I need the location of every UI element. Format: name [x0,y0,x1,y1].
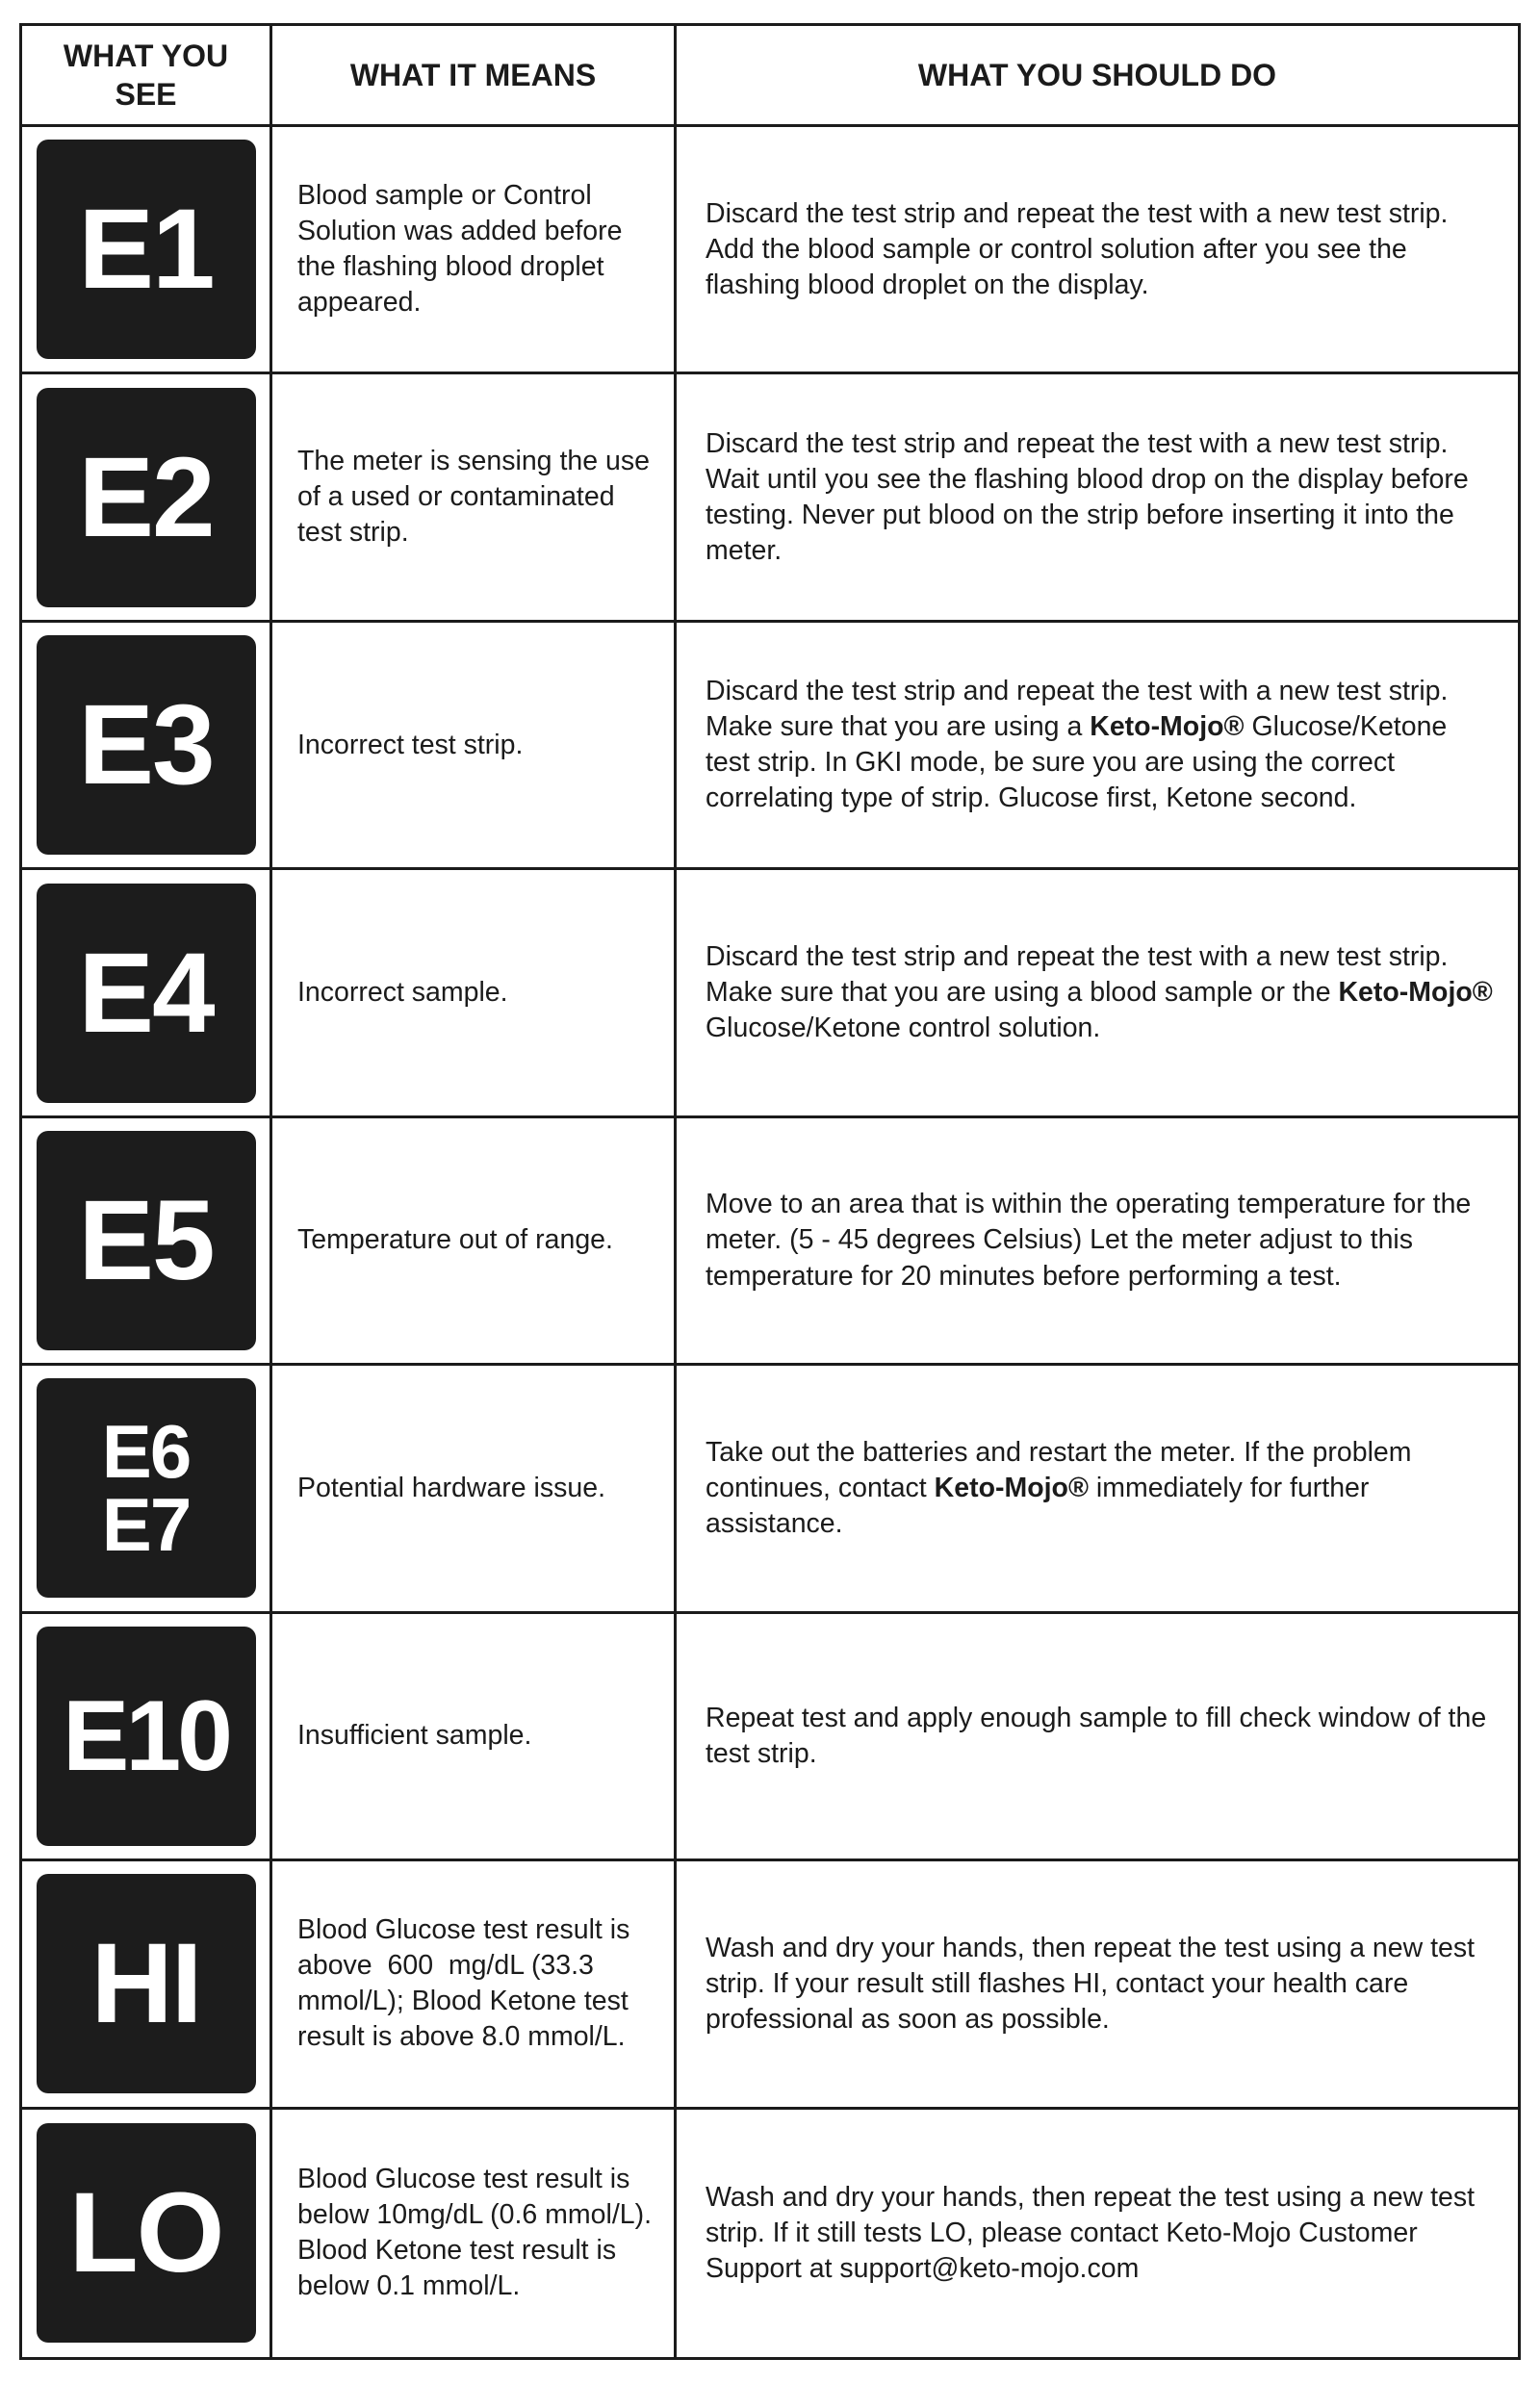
error-code-label: HI [90,1920,201,2048]
brand-name: Keto-Mojo® [1090,711,1245,743]
error-code-badge [37,140,256,359]
action-text-part: Discard the test strip and repeat the test with a new test strip. Make sure that you are using a blood sample or the [706,940,1449,1009]
meaning-text: Potential hardware issue. [297,1472,606,1503]
meaning-cell-e2 [272,374,677,622]
error-code-badge [37,884,256,1103]
meaning-text: Blood sample or Control Solution was added before the flashing blood droplet appeared. [297,180,623,319]
error-code-label: E2 [78,433,214,561]
action-cell-e2 [677,374,1518,622]
action-text-part: Discard the test strip and repeat the test with a new test strip. Make sure that you are using a [706,676,1449,743]
action-text [706,1435,1499,1542]
meaning-cell-e10 [272,1614,677,1861]
error-code-label: E7 [101,1482,191,1568]
action-text: Repeat test and apply enough sample to fill check window of the test strip. [706,1702,1487,1769]
meaning-text: Incorrect test strip. [297,729,524,760]
meaning-cell-lo [272,2110,677,2357]
code-cell-e5 [22,1118,272,1366]
action-text: Discard the test strip and repeat the test with a new test strip. Wait until you see the flashing blood drop on the display before testing. Never put blood on the strip before inserting it into the meter. [706,427,1469,566]
action-cell-e10 [677,1614,1518,1861]
code-cell-hi [22,1861,272,2109]
error-code-badge [37,2123,256,2343]
meaning-cell-e3 [272,623,677,870]
error-code-label: E5 [78,1176,214,1304]
error-code-badge [37,1378,256,1598]
action-cell-lo [677,2110,1518,2357]
code-cell-lo [22,2110,272,2357]
action-text: Wash and dry your hands, then repeat the test using a new test strip. If your result still flashes HI, contact your health care professional as soon as possible. [706,1932,1476,2035]
error-code-label: E10 [62,1679,230,1792]
action-text [706,674,1499,816]
meaning-text: Blood Glucose test result is above 600 mg/dL (33.3 mmol/L); Blood Ketone test result is above 8.0 mmol/L. [297,1914,638,2053]
action-text-part: Glucose/Ketone control solution. [706,1013,1101,1044]
error-code-badge [37,1131,256,1350]
error-code-label: E6 [101,1409,191,1494]
action-text: Wash and dry your hands, then repeat the test using a new test strip. If it still tests LO, please contact Keto-Mojo Customer Support at support@keto-mojo.com [706,2181,1476,2284]
meaning-text: Incorrect sample. [297,977,508,1009]
action-cell-e1 [677,127,1518,374]
action-cell-e6-e7 [677,1366,1518,1613]
action-cell-hi [677,1861,1518,2109]
header-what-you-should-do [677,26,1518,127]
header-what-it-means [272,26,677,127]
action-text: Move to an area that is within the operating temperature for the meter. (5 - 45 degrees Celsius) Let the meter adjust to this temperature for 20 minutes before performing a test. [706,1189,1472,1292]
action-cell-e3 [677,623,1518,870]
action-text [706,939,1499,1046]
error-code-badge [37,635,256,855]
error-code-table [19,23,1521,2360]
error-code-badge [37,1874,256,2093]
code-cell-e6-e7 [22,1366,272,1613]
code-cell-e2 [22,374,272,622]
code-cell-e1 [22,127,272,374]
action-text-part: immediately for further assistance. [706,1472,1370,1539]
meaning-cell-e5 [272,1118,677,1366]
error-code-badge [37,388,256,607]
meaning-cell-hi [272,1861,677,2109]
error-code-badge [37,1627,256,1846]
action-text-part: Glucose/Ketone test strip. In GKI mode, be sure you are using the correct correlating type of strip. Glucose first, Ketone second. [706,711,1448,814]
error-code-label: E4 [78,929,214,1057]
code-cell-e10 [22,1614,272,1861]
action-cell-e4 [677,870,1518,1117]
header-what-it-means-label: WHAT IT MEANS [349,58,597,92]
code-cell-e4 [22,870,272,1117]
action-text-part: Take out the batteries and restart the meter. If the problem continues, contact [706,1436,1412,1503]
meaning-text: Temperature out of range. [297,1224,613,1256]
meaning-text: Insufficient sample. [297,1720,532,1752]
meaning-cell-e4 [272,870,677,1117]
meaning-cell-e6-e7 [272,1366,677,1613]
meaning-text: The meter is sensing the use of a used or contaminated test strip. [297,446,650,549]
brand-name: Keto-Mojo® [1338,977,1493,1009]
error-code-label: E3 [78,681,214,809]
brand-name: Keto-Mojo® [934,1472,1089,1503]
header-what-you-see [22,26,272,127]
code-cell-e3 [22,623,272,870]
error-code-label: LO [68,2169,223,2297]
header-what-you-see-label: WHAT YOU SEE [63,38,229,112]
action-text: Discard the test strip and repeat the test with a new test strip. Add the blood sample or control solution after you see the flashing blood droplet on the display. [706,197,1449,300]
meaning-cell-e1 [272,127,677,374]
error-code-label: E1 [78,186,214,314]
header-what-you-should-do-label: WHAT YOU SHOULD DO [917,58,1277,92]
meaning-text: Blood Glucose test result is below 10mg/dL (0.6 mmol/L). Blood Ketone test result is below 0.1 mmol/L. [297,2164,653,2302]
action-cell-e5 [677,1118,1518,1366]
